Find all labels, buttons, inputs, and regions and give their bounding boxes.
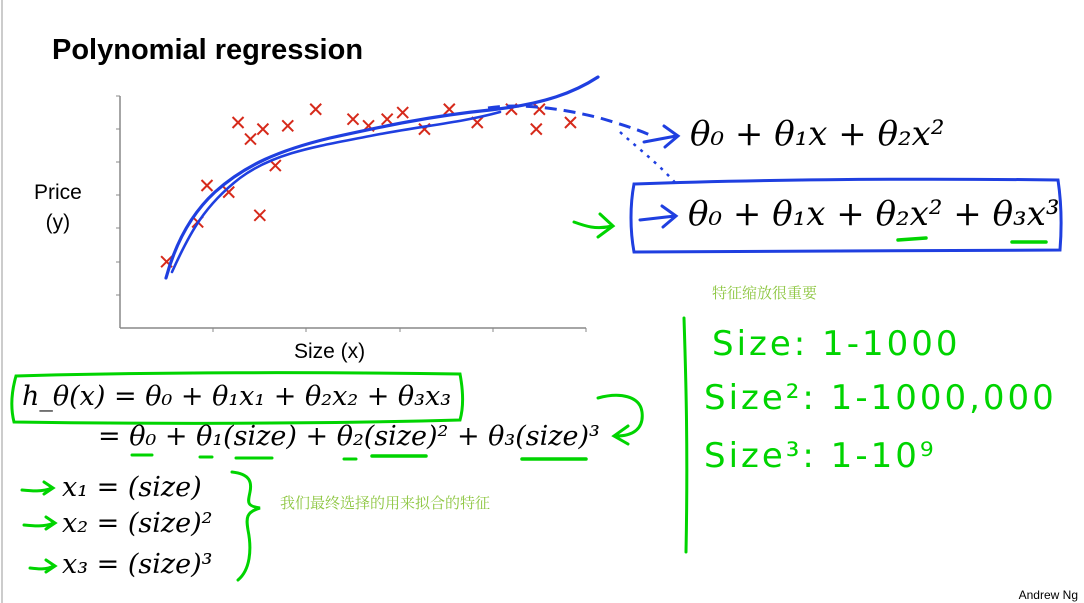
curly-brace bbox=[232, 472, 260, 580]
equation-cubic: θ₀ + θ₁x + θ₂x² + θ₃x³ bbox=[688, 194, 1060, 234]
data-point-marker bbox=[257, 124, 268, 135]
slide-title: Polynomial regression bbox=[52, 34, 364, 66]
arrow-x3-icon bbox=[30, 560, 55, 572]
equation-hypothesis: h_θ(x) = θ₀ + θ₁x₁ + θ₂x₂ + θ₃x₃ bbox=[22, 381, 452, 412]
data-point-marker bbox=[565, 117, 576, 128]
vertical-separator bbox=[684, 318, 687, 552]
data-point-marker bbox=[201, 180, 212, 191]
equation-x2: x₂ = (size)² bbox=[62, 508, 213, 539]
equation-x1: x₁ = (size) bbox=[62, 472, 202, 503]
arrow-x2-icon bbox=[24, 517, 55, 529]
data-point-marker bbox=[245, 134, 256, 145]
y-axis-label-price: Price bbox=[34, 181, 82, 204]
data-point-marker bbox=[348, 114, 359, 125]
green-arrow-cubic-icon bbox=[574, 214, 613, 237]
note-feature-scaling: 特征缩放很重要 bbox=[712, 284, 818, 302]
handwritten-size2-range: Size²: 1-1000,000 bbox=[704, 378, 1057, 418]
data-point-marker bbox=[397, 107, 408, 118]
author-credit: Andrew Ng bbox=[1018, 588, 1078, 602]
green-loop-arrow-icon bbox=[598, 395, 642, 444]
data-point-marker bbox=[233, 117, 244, 128]
equation-hypothesis-size: = θ₀ + θ₁(size) + θ₂(size)² + θ₃(size)³ bbox=[98, 421, 600, 452]
arrow-to-quadratic-icon bbox=[644, 126, 678, 147]
x-axis-label: Size (x) bbox=[294, 340, 366, 363]
arrow-x1-icon bbox=[22, 482, 53, 494]
equation-x3: x₃ = (size)³ bbox=[62, 549, 213, 580]
chart-axes bbox=[116, 96, 586, 332]
data-point-marker bbox=[254, 210, 265, 221]
y-axis-label-var: (y) bbox=[45, 211, 71, 234]
underline-x2 bbox=[898, 238, 926, 240]
equation-quadratic: θ₀ + θ₁x + θ₂x² bbox=[690, 114, 945, 154]
data-point-marker bbox=[531, 124, 542, 135]
data-point-marker bbox=[382, 114, 393, 125]
handwritten-size3-range: Size³: 1-10⁹ bbox=[704, 436, 937, 476]
data-point-marker bbox=[282, 120, 293, 131]
handwritten-size-range: Size: 1-1000 bbox=[712, 324, 961, 364]
arrow-to-cubic-icon bbox=[640, 206, 676, 227]
data-point-marker bbox=[310, 104, 321, 115]
note-chosen-features: 我们最终选择的用来拟合的特征 bbox=[280, 494, 491, 512]
